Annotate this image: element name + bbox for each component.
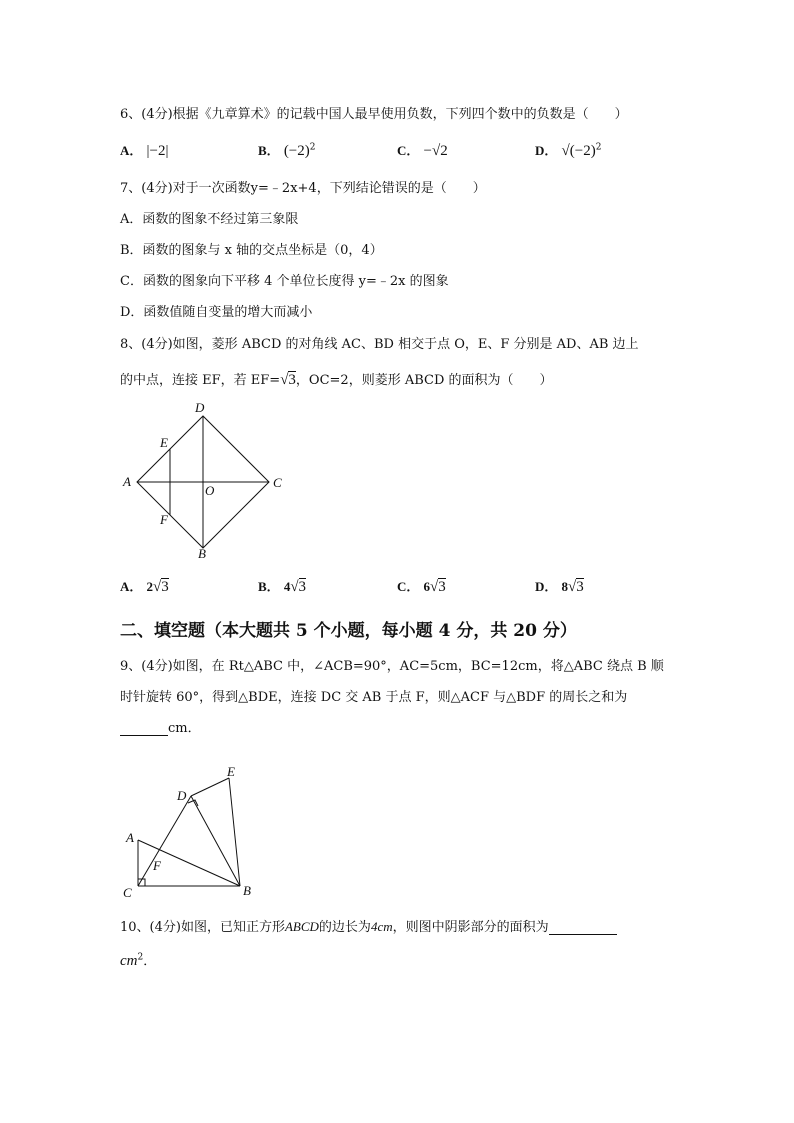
q9-triangle-figure: [115, 760, 275, 900]
q8-option-c-coef: 6: [423, 579, 431, 594]
q6-option-a: [120, 140, 169, 160]
q9-label-c: C: [123, 885, 132, 900]
q10-side-length: 4cm: [370, 919, 393, 934]
q9-segment-de: [191, 778, 229, 796]
q10-text-b: 的边长为: [318, 920, 371, 935]
q8-stem-line2: [120, 369, 553, 389]
q9-unit: cm．: [168, 721, 201, 736]
q6-option-c: [397, 140, 448, 160]
q6-option-d-expr: √(−2): [561, 143, 596, 159]
q6-option-b-letter: B．: [258, 143, 280, 158]
q8-label-a: A: [123, 474, 131, 489]
q6-option-a-expr: |−2|: [146, 143, 169, 159]
q8-option-b-letter: B．: [258, 579, 280, 594]
q8-option-d-sqrt: √3: [568, 579, 584, 595]
q9-label-e: E: [227, 764, 235, 779]
q6-stem: 6、(4分)根据《九章算术》的记载中国人最早使用负数，下列四个数中的负数是（ ）: [120, 107, 628, 122]
q9-label-f: F: [153, 858, 161, 873]
q9-segment-cd: [138, 796, 191, 886]
q9-label-b: B: [243, 883, 251, 898]
q8-option-a-sqrt: √3: [153, 579, 169, 595]
q8-option-d-rad: 3: [576, 579, 584, 595]
q8-option-a-coef: 2: [146, 579, 154, 594]
q6-option-d: [535, 140, 601, 160]
q8-option-c-rad: 3: [438, 579, 446, 595]
q9-label-a: A: [126, 830, 134, 845]
section-2-title: 二、填空题（本大题共 5 个小题，每小题 4 分，共 20 分）: [120, 621, 577, 641]
q7-option-d: D．函数值随自变量的增大而减小: [120, 305, 313, 320]
q8-option-d: [535, 576, 584, 596]
q6-option-d-sup: 2: [595, 142, 602, 153]
q8-option-b: [258, 576, 306, 596]
q10-end: ．: [143, 954, 157, 969]
q9-line1: 9、(4分)如图，在 Rt△ABC 中，∠ACB=90°，AC=5cm，BC=12cm，将△ABC 绕点 B 顺: [120, 659, 664, 674]
q9-answer-blank[interactable]: [120, 721, 168, 736]
q7-option-b: B．函数的图象与 x 轴的交点坐标是（0，4）: [120, 243, 383, 258]
q9-answer-line: [120, 717, 201, 736]
q6-option-b: [258, 140, 316, 160]
q8-sqrt: √3: [280, 372, 296, 388]
q8-option-c-sqrt: √3: [430, 579, 446, 595]
q8-rhombus-figure: [115, 400, 295, 560]
q8-option-b-coef: 4: [283, 579, 291, 594]
q8-stem-line1: 8、(4分)如图，菱形 ABCD 的对角线 AC、BD 相交于点 O，E、F 分别是 AD、AB 边上: [120, 337, 639, 352]
q6-option-a-letter: A．: [120, 143, 143, 158]
q8-option-d-coef: 8: [561, 579, 569, 594]
q8-option-b-sqrt: √3: [290, 579, 307, 595]
q7-option-a: A．函数的图象不经过第三象限: [120, 212, 299, 227]
q7-stem: 7、(4分)对于一次函数y=﹣2x+4，下列结论错误的是（ ）: [120, 181, 486, 196]
q8-label-b: B: [198, 546, 206, 560]
q10-answer-blank[interactable]: [549, 920, 617, 935]
q8-label-f: F: [160, 512, 168, 527]
q8-label-c: C: [273, 475, 282, 490]
q6-option-d-letter: D．: [535, 143, 558, 158]
q6-option-c-letter: C．: [397, 143, 420, 158]
q10-text-a: 10、(4分)如图，已知正方形: [120, 920, 285, 935]
q8-label-d: D: [195, 400, 205, 415]
q8-option-c: [397, 576, 446, 596]
q10-square-name: ABCD: [284, 919, 319, 934]
q6-option-b-sup: 2: [309, 142, 316, 153]
q9-label-d: D: [177, 788, 187, 803]
q8-label-o: O: [205, 483, 215, 498]
q8-stem-line2-a: 的中点，连接 EF，若 EF=: [120, 373, 281, 388]
q8-option-c-letter: C．: [397, 579, 420, 594]
q6-option-b-expr: (−2): [283, 143, 310, 159]
q8-option-a: [120, 576, 169, 596]
q8-option-d-letter: D．: [535, 579, 558, 594]
q8-stem-line2-b: ，OC=2，则菱形 ABCD 的面积为（ ）: [295, 373, 553, 388]
q8-label-e: E: [160, 435, 168, 450]
q7-option-c: C．函数的图象向下平移 4 个单位长度得 y=﹣2x 的图象: [120, 274, 449, 289]
q9-line2: 时针旋转 60°，得到△BDE，连接 DC 交 AB 于点 F，则△ACF 与△BDF 的周长之和为: [120, 690, 628, 705]
q10-unit-sup: 2: [137, 952, 144, 963]
q8-option-a-letter: A．: [120, 579, 143, 594]
q10-line1: [120, 916, 617, 935]
q10-unit: cm: [120, 953, 138, 969]
q10-text-c: ，则图中阴影部分的面积为: [392, 920, 549, 935]
q8-option-b-rad: 3: [298, 579, 307, 595]
q8-sqrt-radicand: 3: [288, 372, 296, 388]
q10-unit-line: [120, 950, 156, 970]
q8-option-a-rad: 3: [161, 579, 169, 595]
q6-option-c-expr: −√2: [423, 143, 448, 159]
